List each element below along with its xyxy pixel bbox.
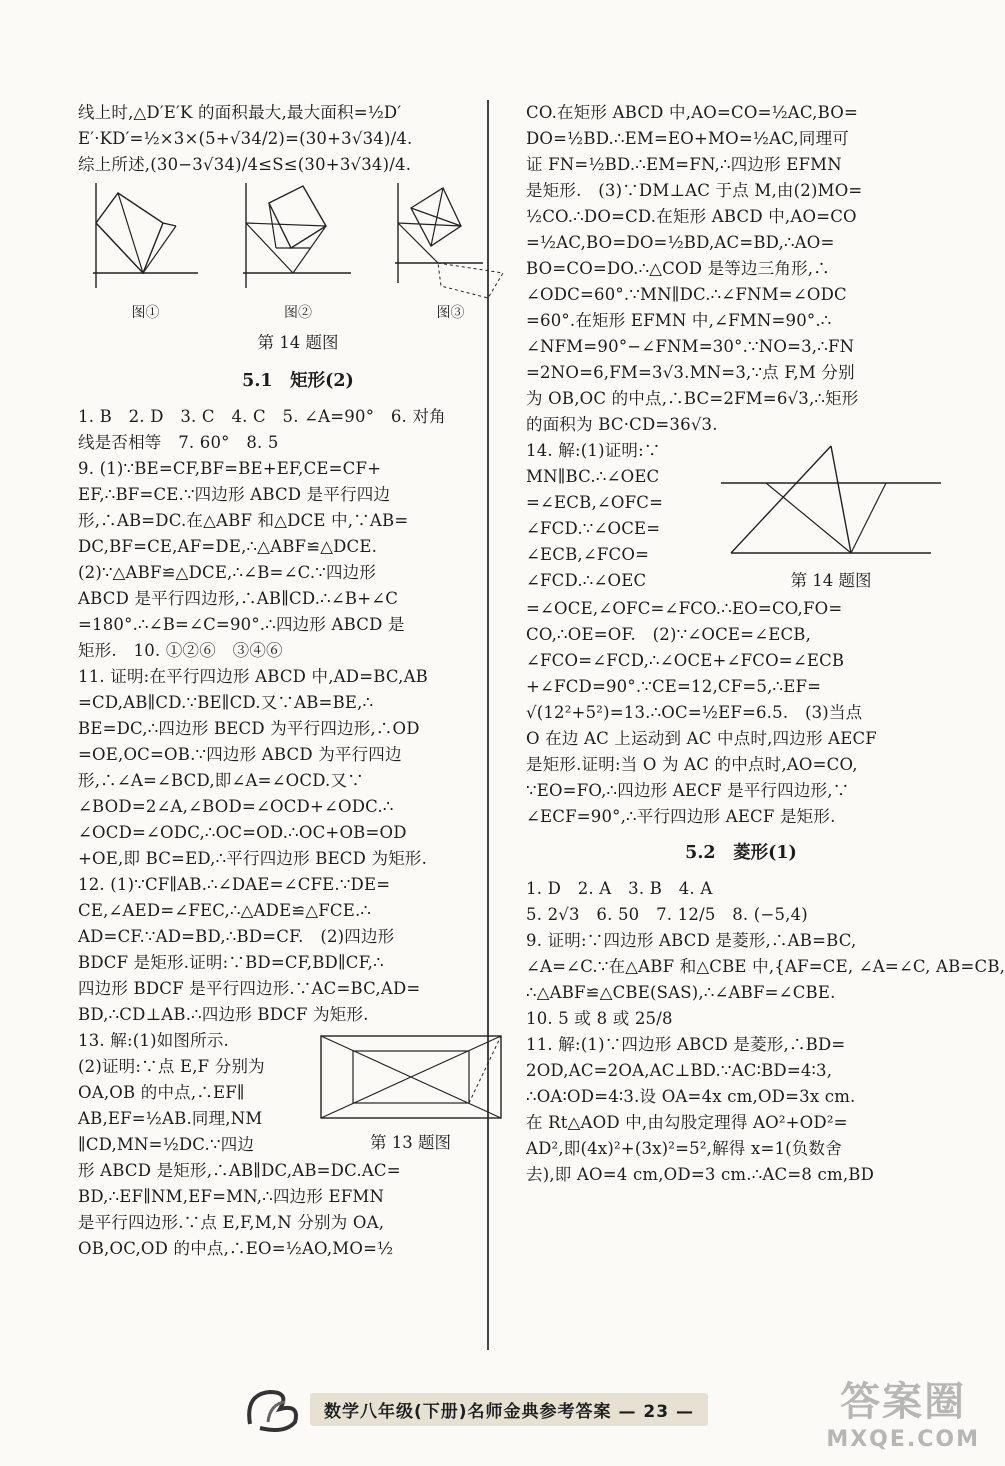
footer-text: 数学八年级(下册)名师金典参考答案 — 23 —	[310, 1393, 708, 1426]
q14-block	[526, 438, 956, 596]
text-line: 9. 证明:∵四边形 ABCD 是菱形,∴AB=BC,	[526, 931, 857, 950]
q14-figure	[706, 438, 956, 596]
text-line: AD²,即(4x)²+(3x)²=5²,解得 x=1(负数舍	[526, 1139, 842, 1158]
text-line: DC,BF=CE,AF=DE,∴△ABF≌△DCE.	[78, 537, 378, 556]
q14-figures	[78, 178, 518, 328]
text-line: AD=CF.∵AD=BD,∴BD=CF. (2)四边形	[78, 927, 395, 946]
text-line: ∠ECF=90°,∴平行四边形 AECF 是矩形.	[526, 807, 836, 826]
right-column	[526, 100, 1005, 1188]
text-line: OA,OB 的中点,∴EF∥	[78, 1083, 245, 1102]
text-line: ∠ECB,∠FCO=	[526, 545, 650, 564]
text-line: +OE,即 BC=ED,∴平行四边形 BECD 为矩形.	[78, 849, 428, 868]
page-footer	[240, 1384, 760, 1434]
section-heading: 5.1 矩形(2)	[242, 371, 354, 391]
text-line: ∥CD,MN=½DC.∵四边	[78, 1135, 255, 1154]
text-line: CE,∠AED=∠FEC,∴△ADE≌△FCE.∴	[78, 901, 372, 920]
text-line: =OE,OC=OB.∵四边形 ABCD 为平行四边	[78, 745, 402, 764]
right-answers	[526, 876, 1005, 1188]
figure-2-diagram	[231, 178, 366, 298]
text-line: (2)∵△ABF≌△DCE,∴∠B=∠C.∵四边形	[78, 563, 377, 582]
text-line: 1. B 2. D 3. C 4. C 5. ∠A=90° 6. 对角	[78, 407, 446, 426]
section-heading: 5.2 菱形(1)	[685, 843, 797, 863]
text-line: DO=½BD.∴EM=EO+MO=½AC,同理可	[526, 129, 849, 148]
text-line: 是矩形. (3)∵DM⊥AC 于点 M,由(2)MO=	[526, 181, 863, 200]
text-line: ∠FCD.∵∠OCE=	[526, 519, 661, 538]
text-line: ABCD 是平行四边形,∴AB∥CD.∴∠B+∠C	[78, 589, 399, 608]
text-line: ∠OCD=∠ODC,∴OC=OD.∴OC+OB=OD	[78, 823, 407, 842]
text-line: ∵EO=FO,∴四边形 AECF 是平行四边形,∵	[526, 781, 850, 800]
q13-caption: 第 13 题图	[370, 1133, 451, 1152]
text-line: 9. (1)∵BE=CF,BF=BE+EF,CE=CF+	[78, 459, 382, 478]
watermark-line-2: MXQE.COM	[826, 1427, 980, 1452]
text-line: =180°.∴∠B=∠C=90°.∴四边形 ABCD 是	[78, 615, 405, 634]
text-line: AB,EF=½AB.同理,NM	[78, 1109, 263, 1128]
text-line: 2OD,AC=2OA,AC⊥BD.∵AC∶BD=4∶3,	[526, 1061, 833, 1080]
text-line: =60°.在矩形 EFMN 中,∠FMN=90°.∴	[526, 311, 832, 330]
text-line: 是平行四边形.∵点 E,F,M,N 分别为 OA,	[78, 1213, 385, 1232]
text-line: ∠A=∠C.∵在△ABF 和△CBE 中,{AF=CE, ∠A=∠C, AB=CB,	[526, 957, 1005, 976]
text-line: 形 ABCD 是矩形,∴AB∥DC,AB=DC.AC=	[78, 1161, 401, 1180]
text-line: 的面积为 BC·CD=36√3.	[526, 415, 718, 434]
watermark-line-1: 答案圈	[840, 1379, 967, 1425]
q13-block	[78, 1028, 518, 1158]
text-line: BD,∴CD⊥AB.∴四边形 BDCF 为矩形.	[78, 1005, 369, 1024]
text-line: 综上所述,(30−3√34)/4≤S≤(30+3√34)/4.	[78, 155, 412, 174]
q14-text	[526, 438, 706, 596]
text-line: 线上时,△D′E′K 的面积最大,最大面积=½D′	[78, 103, 402, 122]
text-line: 矩形. 10. ①②⑥ ③④⑥	[78, 641, 283, 660]
right-mid-text	[526, 596, 956, 830]
figure-3	[383, 178, 518, 328]
text-line: BDCF 是矩形.证明:∵BD=CF,BD∥CF,∴	[78, 953, 384, 972]
text-line: =2NO=6,FM=3√3.MN=3,∵点 F,M 分别	[526, 363, 855, 382]
text-line: =∠ECB,∠OFC=	[526, 493, 664, 512]
text-line: 11. 解:(1)∵四边形 ABCD 是菱形,∴BD=	[526, 1035, 846, 1054]
watermark	[826, 1370, 980, 1452]
left-column	[78, 100, 518, 1262]
text-line: O 在边 AC 上运动到 AC 中点时,四边形 AECF	[526, 729, 877, 748]
text-line: ∠NFM=90°−∠FNM=30°.∵NO=3,∴FN	[526, 337, 855, 356]
figure-3-diagram	[383, 178, 518, 298]
text-line: ∠FCD.∴∠OEC	[526, 571, 647, 590]
text-line: ∠FCO=∠FCD,∴∠OCE+∠FCO=∠ECB	[526, 651, 845, 670]
text-line: √(12²+5²)=13.∴OC=½EF=6.5. (3)当点	[526, 703, 863, 722]
text-line: 1. D 2. A 3. B 4. A	[526, 879, 713, 898]
figure-1	[78, 178, 213, 328]
text-line: ∴OA∶OD=4∶3.设 OA=4x cm,OD=3x cm.	[526, 1087, 856, 1106]
text-line: CO.在矩形 ABCD 中,AO=CO=½AC,BO=	[526, 103, 858, 122]
text-line: 11. 证明:在平行四边形 ABCD 中,AD=BC,AB	[78, 667, 429, 686]
text-line: =CD,AB∥CD.∵BE∥CD.又∵AB=BE,∴	[78, 693, 374, 712]
text-line: OB,OC,OD 的中点,∴EO=½AO,MO=½	[78, 1239, 394, 1258]
text-line: 13. 解:(1)如图所示.	[78, 1031, 229, 1050]
text-line: 线是否相等 7. 60° 8. 5	[78, 433, 279, 452]
text-line: ∴△ABF≌△CBE(SAS),∴∠ABF=∠CBE.	[526, 983, 836, 1002]
text-line: 12. (1)∵CF∥AB.∴∠DAE=∠CFE.∵DE=	[78, 875, 391, 894]
figure-2	[231, 178, 366, 328]
text-line: BE=DC,∴四边形 BECD 为平行四边形,∴OD	[78, 719, 420, 738]
q14-caption: 第 14 题图	[790, 571, 872, 590]
figure-2-label: 图②	[284, 305, 312, 321]
q14-diagram	[711, 438, 951, 566]
left-bottom-text	[78, 1158, 518, 1262]
text-line: 5. 2√3 6. 50 7. 12/5 8. (−5,4)	[526, 905, 808, 924]
q13-text	[78, 1028, 303, 1158]
text-line: 为 OB,OC 的中点,∴BC=2FM=6√3,∴矩形	[526, 389, 859, 408]
figure-caption: 第 14 题图	[257, 333, 339, 352]
publisher-logo-icon	[240, 1384, 310, 1434]
text-line: ∠ODC=60°.∵MN∥DC.∴∠FNM=∠ODC	[526, 285, 847, 304]
text-line: 在 Rt△AOD 中,由勾股定理得 AO²+OD²=	[526, 1113, 848, 1132]
right-top-text	[526, 100, 956, 438]
text-line: 去),即 AO=4 cm,OD=3 cm.∴AC=8 cm,BD	[526, 1165, 875, 1184]
text-line: (2)证明:∵点 E,F 分别为	[78, 1057, 265, 1076]
text-line: 14. 解:(1)证明:∵	[526, 441, 661, 460]
text-line: 形,∴AB=DC.在△ABF 和△DCE 中,∵AB=	[78, 511, 409, 530]
text-line: CO,∴OE=OF. (2)∵∠OCE=∠ECB,	[526, 625, 812, 644]
text-line: BD,∴EF∥NM,EF=MN,∴四边形 EFMN	[78, 1187, 385, 1206]
figure-3-label: 图③	[436, 305, 465, 321]
text-line: MN∥BC.∴∠OEC	[526, 467, 660, 486]
left-top-text	[78, 100, 518, 178]
text-line: EF,∴BF=CE.∵四边形 ABCD 是平行四边	[78, 485, 391, 504]
text-line: 证 FN=½BD.∴EM=FN,∴四边形 EFMN	[526, 155, 842, 174]
text-line: +∠FCD=90°.∵CE=12,CF=5,∴EF=	[526, 677, 822, 696]
text-line: =∠OCE,∠OFC=∠FCO.∴EO=CO,FO=	[526, 599, 843, 618]
figure-1-diagram	[78, 178, 213, 298]
text-line: 形,∴∠A=∠BCD,即∠A=∠OCD.又∵	[78, 771, 364, 790]
figure-1-label: 图①	[131, 305, 160, 321]
text-line: ½CO.∴DO=CD.在矩形 ABCD 中,AO=CO	[526, 207, 857, 226]
q13-diagram	[311, 1028, 511, 1128]
text-line: E′·KD′=½×3×(5+√34/2)=(30+3√34)/4.	[78, 129, 413, 148]
left-answers	[78, 404, 518, 1028]
text-line: 是矩形.证明:当 O 为 AC 的中点时,AO=CO,	[526, 755, 858, 774]
text-line: 10. 5 或 8 或 25/8	[526, 1009, 673, 1028]
text-line: BO=CO=DO.∴△COD 是等边三角形,∴	[526, 259, 830, 278]
text-line: =½AC,BO=DO=½BD,AC=BD,∴AO=	[526, 233, 835, 252]
text-line: 四边形 BDCF 是平行四边形.∵AC=BC,AD=	[78, 979, 421, 998]
q13-figure	[303, 1028, 518, 1158]
text-line: ∠BOD=2∠A,∠BOD=∠OCD+∠ODC.∴	[78, 797, 394, 816]
